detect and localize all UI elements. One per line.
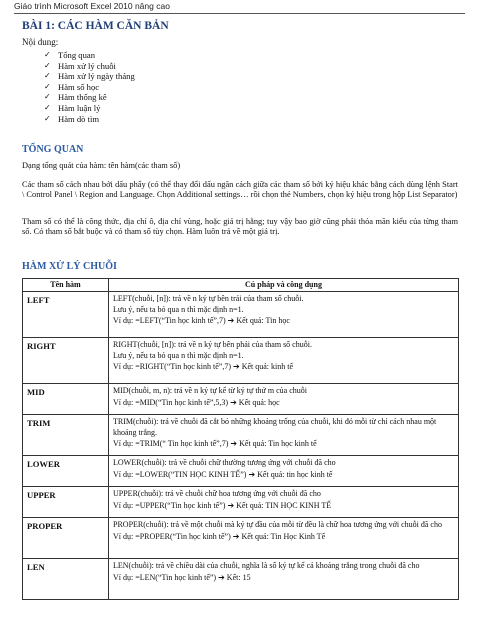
function-description	[109, 518, 459, 559]
check-mark-icon: ✓	[44, 81, 51, 91]
right-arrow-icon: ➔	[248, 469, 256, 479]
example-line	[113, 501, 454, 512]
syntax-line: MID(chuỗi, m, n): trả về n ký tự kể từ ký tự thứ m của chuỗi	[113, 386, 307, 395]
right-arrow-icon: ➔	[230, 397, 237, 407]
function-name: UPPER	[23, 487, 109, 518]
function-description	[109, 456, 459, 487]
syntax-line: Lưu ý, nếu ta bỏ qua n thì mặc định n=1.	[113, 350, 244, 360]
right-arrow-icon: ➔	[227, 316, 235, 325]
example-formula: Ví dụ: =LEFT(“Tin học kinh tế”,7)	[113, 316, 226, 325]
function-description	[109, 338, 459, 384]
example-result: Kết: 15	[226, 572, 251, 582]
example-result: Kết quả: Tin Học Kinh Tế	[241, 531, 326, 541]
syntax-line: PROPER(chuỗi): trả về một chuỗi mà ký tự đầu của mỗi từ đều là chữ hoa tương ứng với chuỗi đã cho	[113, 520, 442, 529]
example-line	[113, 532, 454, 543]
syntax-line: LEN(chuỗi): trả về chiều dài của chuỗi, nghĩa là số ký tự kể cả khoảng trắng trong chuỗi đã cho	[113, 561, 420, 570]
function-description	[109, 415, 459, 456]
check-mark-icon: ✓	[44, 102, 51, 112]
example-line	[113, 362, 454, 373]
example-formula: Ví dụ: =MID(“Tin học kinh tế”,5,3)	[113, 397, 229, 407]
contents-item-label: Hàm xử lý chuỗi	[58, 60, 116, 71]
function-name: PROPER	[23, 518, 109, 559]
syntax-line: Lưu ý, nếu ta bỏ qua n thì mặc định n=1.	[113, 304, 244, 314]
right-arrow-icon: ➔	[232, 531, 240, 541]
example-line	[113, 316, 454, 327]
contents-item-label: Hàm thống kê	[58, 92, 107, 103]
contents-item	[44, 92, 135, 103]
column-header-syntax: Cú pháp và công dụng	[109, 279, 459, 292]
page-header: Giáo trình Microsoft Excel 2010 nâng cao	[14, 1, 465, 14]
function-description	[109, 292, 459, 338]
example-formula: Ví dụ: =LOWER(“TIN HỌC KINH TẾ”)	[113, 469, 247, 479]
example-result: Kết quả: kinh tế	[241, 362, 294, 371]
example-result: Kết quả: TIN HỌC KINH TẾ	[236, 500, 332, 510]
contents-item	[44, 82, 135, 93]
example-formula: Ví dụ: =RIGHT(“Tin học kinh tế”,7)	[113, 362, 231, 371]
function-description	[109, 559, 459, 600]
contents-list	[44, 50, 135, 124]
contents-item	[44, 50, 135, 61]
example-line	[113, 439, 454, 450]
example-line	[113, 398, 454, 409]
function-description	[109, 384, 459, 415]
string-functions-heading: HÀM XỬ LÝ CHUỖI	[22, 261, 117, 272]
example-line	[113, 470, 454, 481]
example-formula: Ví dụ: =PROPER(“Tin học kinh tế”)	[113, 531, 231, 541]
right-arrow-icon: ➔	[232, 362, 240, 371]
contents-label: Nội dung:	[22, 37, 59, 47]
table-row	[23, 559, 459, 600]
syntax-line: RIGHT(chuỗi, [n]): trả về n ký tự bên phải của tham số chuỗi.	[113, 340, 312, 349]
right-arrow-icon: ➔	[230, 439, 238, 448]
contents-item	[44, 103, 135, 114]
table-header-row	[23, 279, 459, 292]
contents-item	[44, 114, 135, 125]
example-result: Kết quả: Tin học kinh tế	[239, 439, 317, 448]
function-name: LEN	[23, 559, 109, 600]
contents-item-label: Hàm luận lý	[58, 102, 101, 113]
function-description	[109, 487, 459, 518]
example-line	[113, 573, 454, 584]
contents-item-label: Hàm xử lý ngày tháng	[58, 71, 135, 82]
contents-item	[44, 61, 135, 72]
lesson-title: BÀI 1: CÁC HÀM CĂN BẢN	[22, 20, 169, 32]
syntax-line: UPPER(chuỗi): trả về chuỗi chữ hoa tương ứng với chuỗi đã cho	[113, 489, 321, 498]
function-name: LEFT	[23, 292, 109, 338]
table-row	[23, 456, 459, 487]
example-result: Kết quả: Tin học	[236, 316, 290, 325]
function-name: MID	[23, 384, 109, 415]
check-mark-icon: ✓	[44, 92, 51, 102]
syntax-line: LEFT(chuỗi, [n]): trả về n ký tự bên trái của tham số chuỗi.	[113, 294, 304, 303]
right-arrow-icon: ➔	[227, 500, 235, 510]
example-formula: Ví dụ: =UPPER(“Tin học kinh tế”)	[113, 500, 226, 510]
function-name: LOWER	[23, 456, 109, 487]
overview-paragraph-3: Tham số có thể là công thức, địa chỉ ô, địa chỉ vùng, hoặc giá trị hằng; tuy vậy bao giờ cũng phải thỏa mãn kiểu của từng tham số. Có tham số bắt buộc và có tham số tùy chọn. Hàm luôn trả về một giá trị.	[22, 217, 458, 237]
table-row	[23, 292, 459, 338]
overview-paragraph-1: Dạng tổng quát của hàm: tên hàm(các tham số)	[22, 161, 181, 170]
table-row	[23, 487, 459, 518]
overview-paragraph-2: Các tham số cách nhau bởi dấu phẩy (có thể thay đổi dấu ngăn cách giữa các tham số bởi ký hiệu khác bằng cách dùng lệnh Start \ Control Panel \ Region and Language. Chọn Additional settings… rồi chọn thẻ Numbers, chọn ký hiệu trong hộp List Separator)	[22, 180, 458, 200]
contents-item	[44, 71, 135, 82]
check-mark-icon: ✓	[44, 50, 51, 59]
function-name: TRIM	[23, 415, 109, 456]
contents-item-label: Hàm dò tìm	[58, 113, 100, 124]
contents-item-label: Tổng quan	[58, 50, 95, 60]
check-mark-icon: ✓	[44, 113, 51, 123]
example-formula: Ví dụ: =LEN(“Tin học kinh tế”)	[113, 572, 217, 582]
check-mark-icon: ✓	[44, 60, 51, 70]
check-mark-icon: ✓	[44, 71, 51, 81]
string-functions-table	[22, 278, 459, 600]
overview-heading: TỔNG QUAN	[22, 144, 84, 155]
table-row	[23, 415, 459, 456]
contents-item-label: Hàm số học	[58, 81, 100, 92]
table-row	[23, 338, 459, 384]
example-result: Kết quả: học	[238, 397, 280, 407]
table-row	[23, 384, 459, 415]
column-header-name: Tên hàm	[23, 279, 109, 292]
syntax-line: LOWER(chuỗi): trả về chuỗi chữ thường tương ứng với chuỗi đã cho	[113, 458, 336, 467]
example-formula: Ví dụ: =TRIM(“ Tin học kinh tế”,7)	[113, 439, 229, 448]
example-result: Kết quả: tin học kinh tế	[257, 469, 333, 479]
syntax-line: TRIM(chuỗi): trả về chuỗi đã cắt bỏ những khoảng trống của chuỗi, khi đó mỗi từ chỉ cách nhau một khoảng trắng.	[113, 417, 437, 437]
table-row	[23, 518, 459, 559]
function-name: RIGHT	[23, 338, 109, 384]
right-arrow-icon: ➔	[218, 572, 225, 582]
